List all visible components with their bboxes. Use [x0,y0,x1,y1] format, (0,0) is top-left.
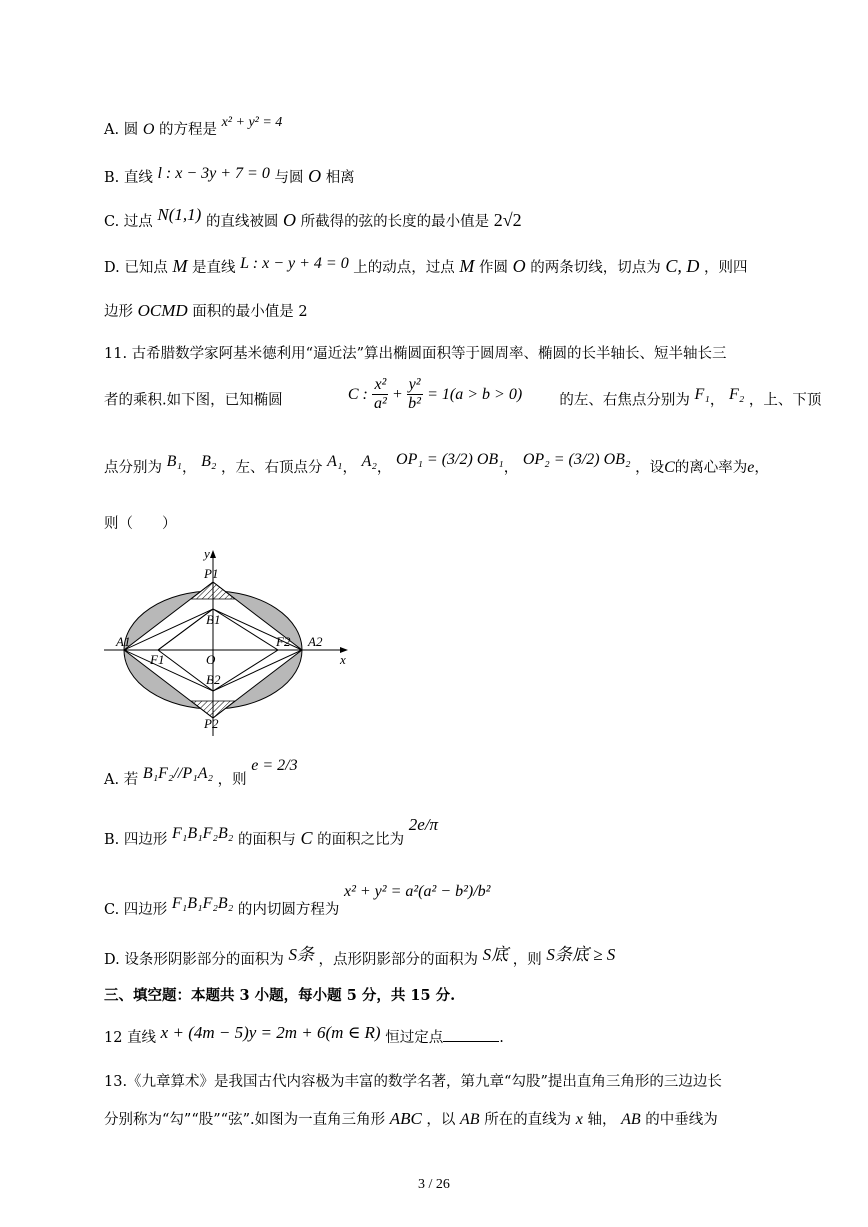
label-p1: P1 [204,566,219,581]
q13-line1: 13.《九章算术》是我国古代内容极为丰富的数学名著，第九章“勾股”提出直角三角形的三边边长 [104,1074,722,1090]
label-a2: A2 [308,634,323,649]
q11-line2: 者的乘积.如下图，已知椭圆 C : $\frac{\text{x²}}{\text{a²}}$ + $\frac{\text{y²}}{\text{b²}}$ = 1(a > b > 0) 的左、右焦点分别为 F₁， F₂ ，上、下顶 [104,376,822,412]
label-f1: F1 [150,652,165,667]
label-f2: F2 [276,634,291,649]
label-b2: B2 [206,672,221,687]
q12: 12 直线 x + (4m − 5)y = 2m + 6(m ∈ R) 恒过定点 . [104,1023,504,1046]
q11-option-a: A. 若 B₁F₂//P₁A₂ ，则 e = 2/3 [104,757,298,788]
vector-eq-1: OP₁ = (3/2) OB₁ [396,451,504,468]
q11-line4: 则（ ） [104,516,177,532]
label-o: O [206,652,216,667]
label-a1: A1 [116,634,131,649]
page-number: 3 / 26 [418,1177,450,1192]
q11-option-d: D. 设条形阴影部分的面积为 S条 ，点形阴影部分的面积为 S底 ，则 S条底 ≥ S [104,945,616,968]
frac-y2-b2: $\frac{\text{y²}}{\text{b²}}$ [408,376,421,412]
q11-option-c: C. 四边形 F₁B₁F₂B₂ 的内切圆方程为 x² + y² = a²(a² − b²)/b² [104,883,491,918]
q11-line3: 点分别为 B₁， B₂ ，左、右顶点分 A₁， A₂， OP₁ = (3/2) OB₁， OP₂ = (3/2) OB₂ ，设C的离心率为e， [104,451,769,476]
vector-eq-2: OP₂ = (3/2) OB₂ [522,451,631,468]
q10-option-b: B. 直线 l : x − 3y + 7 = 0 与圆 O 相离 [104,165,355,186]
q11-line1: 11. 古希腊数学家阿基米德利用“逼近法”算出椭圆面积等于圆周率、椭圆的长半轴长、短半轴长三 [104,346,727,362]
y-axis-arrow [210,550,216,558]
label-p2: P2 [204,716,219,731]
frac-x2-a2: $\frac{\text{x²}}{\text{a²}}$ [373,376,387,412]
q10-option-a: A. 圆 O 的方程是 x² + y² = 4 [104,115,283,138]
label-b1: B1 [206,612,221,627]
q12-answer-blank[interactable] [443,1027,499,1042]
q10-option-c: C. 过点 N(1,1) 的直线被圆 O 所截得的弦的长度的最小值是 2√2 [104,205,522,230]
label-x: x [340,652,346,667]
ellipse-figure [100,548,360,738]
label-y: y [204,548,210,561]
q11-option-b: B. 四边形 F₁B₁F₂B₂ 的面积与 C 的面积之比为 2e/π [104,815,439,848]
q13-line2: 分别称为“勾”“股”“弦”.如图为一直角三角形 ABC ，以 AB 所在的直线为 x 轴， AB 的中垂线为 [104,1109,718,1128]
q10-option-d-line1: D. 已知点 M 是直线 L : x − y + 4 = 0 上的动点，过点 M 作圆 O 的两条切线，切点为 C, D ，则四 [104,255,748,276]
q10-option-d-line2: 边形 OCMD 面积的最小值是 2 [104,301,308,320]
section-3-heading: 三、填空题：本题共 3 小题，每小题 5 分，共 15 分. [104,987,456,1004]
